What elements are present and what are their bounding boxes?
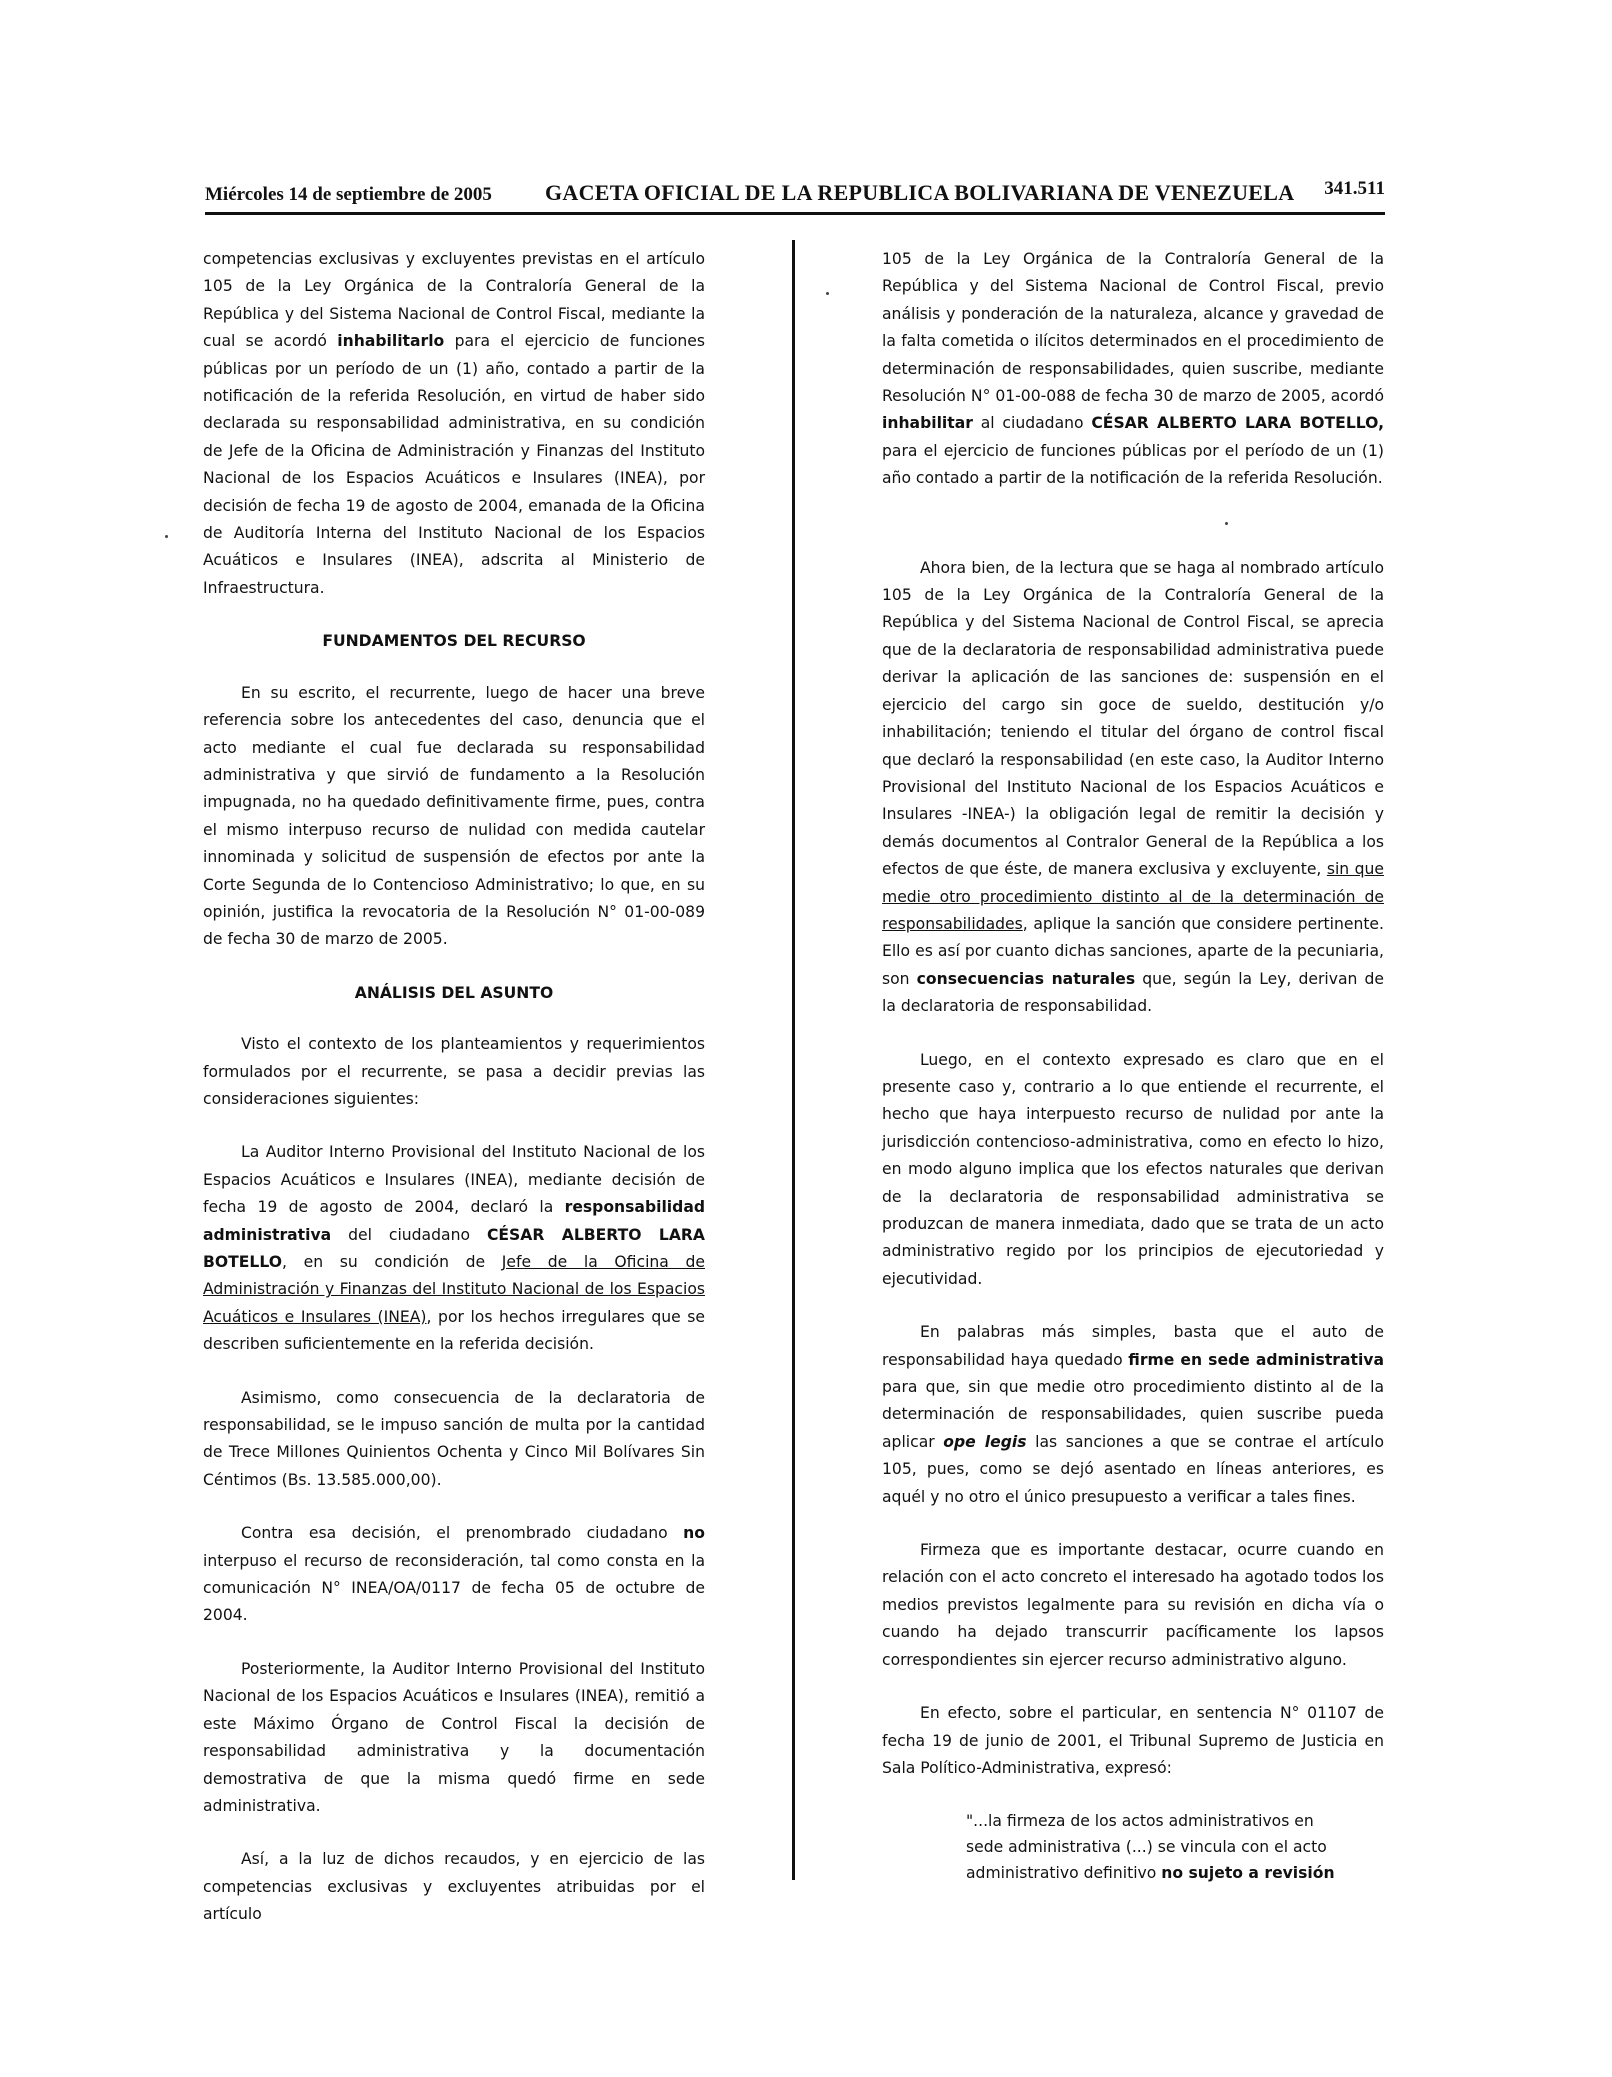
column-divider xyxy=(792,240,795,1880)
quote-bold: no sujeto a revisión xyxy=(1161,1864,1335,1883)
right-p1-bold-a: inhabilitar xyxy=(882,414,973,433)
right-paragraph-6: En efecto, sobre el particular, en sentencia N° 01107 de fecha 19 de junio de 2001, el Tribunal Supremo de Justicia en Sala Político-Administrativa, expresó: xyxy=(882,1704,1384,1777)
right-p1-text-b: al ciudadano xyxy=(972,414,1092,433)
left-p4-text-c: , en su condición de xyxy=(282,1253,502,1271)
left-p1-text-a: competencias exclusivas y excluyentes previstas en el artículo 105 de la Ley Orgánica de la Contraloría General de la República y del Sistema Nacional de Control Fiscal, mediante la cual se acordó xyxy=(203,250,705,351)
page-number: 341.511 xyxy=(1324,178,1385,199)
left-p4-text-a: La Auditor Interno Provisional del Instituto Nacional de los Espacios Acuáticos e Insulares (INEA), mediante decisión de fecha 19 de agosto de 2004, declaró la xyxy=(203,1143,705,1217)
left-p6-bold-a: no xyxy=(683,1524,705,1543)
right-paragraph-4 xyxy=(882,1319,1384,1511)
right-p2-text-c: que, según la Ley, derivan de la declaratoria de responsabilidad. xyxy=(882,969,1384,1016)
gazette-title: GACETA OFICIAL DE LA REPUBLICA BOLIVARIANA DE VENEZUELA xyxy=(545,180,1295,205)
right-p4-text-b: para que, sin que medie otro procedimiento distinto al de la determinación de responsabilidades, quien suscribe pueda aplicar xyxy=(882,1378,1384,1451)
right-p2-text-b: , aplique la sanción que considere pertinente. Ello es así por cuanto dichas sanciones, aparte de la pecuniaria, son xyxy=(882,914,1384,988)
left-p4-bold-b: CÉSAR ALBERTO LARA BOTELLO xyxy=(203,1225,705,1271)
left-p4-text-d: , por los hechos irregulares que se describen suficientemente en la referida decisión. xyxy=(203,1307,706,1354)
left-p6-text-a: Contra esa decisión, el prenombrado ciudadano xyxy=(241,1524,684,1543)
left-p4-text-b: del ciudadano xyxy=(331,1225,487,1244)
scan-speck xyxy=(1225,522,1228,525)
right-paragraph-3: Luego, en el contexto expresado es claro que en el presente caso y, contrario a lo que entiende el recurrente, el hecho que haya interpuesto recurso de nulidad por ante la jurisdicción contencioso-administrativa, como en efecto lo hizo, en modo alguno implica que los efectos naturales que derivan de la declaratoria de responsabilidad administrativa se produzcan de manera inmediata, dado que se trata de un acto administrativo regido por los principios de ejecutoriedad y ejecutividad. xyxy=(882,1050,1384,1288)
left-p1-text-b: para el ejercicio de funciones públicas por un período de un (1) año, contado a partir de la notificación de la referida Resolución, en virtud de haber sido declarada su responsabilidad administrativa, en su condición de Jefe de la Oficina de Administración y Finanzas del Instituto Nacional de los Espacios Acuáticos e Insulares (INEA), por decisión de fecha 19 de agosto de 2004, emanada de la Oficina de Auditoría Interna del Instituto Nacional de los Espacios Acuáticos e Insulares (INEA), adscrita al Ministerio de Infraestructura. xyxy=(203,332,705,597)
left-p1-bold-a: inhabilitarlo xyxy=(337,332,445,351)
right-paragraph-5: Firmeza que es importante destacar, ocurre cuando en relación con el acto concreto el interesado ha agotado todos los medios previstos legalmente para su revisión en dicha vía o cuando ha dejado transcurrir pacíficamente los lapsos correspondientes sin ejercer recurso administrativo alguno. xyxy=(882,1541,1384,1669)
page-header xyxy=(205,176,1385,212)
right-p2-bold-a: consecuencias naturales xyxy=(916,969,1136,988)
right-p4-text-a: En palabras más simples, basta que el auto de responsabilidad haya quedado xyxy=(882,1323,1384,1369)
left-paragraph-1 xyxy=(203,246,705,602)
section-heading-analisis: ANÁLISIS DEL ASUNTO xyxy=(354,983,554,1002)
right-p1-bold-b: CÉSAR ALBERTO LARA BOTELLO, xyxy=(1091,414,1384,433)
right-p4-italic: ope legis xyxy=(943,1432,1027,1451)
header-date: Miércoles 14 de septiembre de 2005 xyxy=(205,184,492,205)
right-paragraph-2 xyxy=(882,555,1384,1021)
court-quote xyxy=(966,1808,1336,1886)
right-p2-text-a: Ahora bien, de la lectura que se haga al nombrado artículo 105 de la Ley Orgánica de la Contraloría General de la República y del Sistema Nacional de Control Fiscal, se aprecia que de la declaratoria de responsabilidad administrativa puede derivar la aplicación de las sanciones de: suspensión en el ejercicio del cargo sin goce de sueldo, destitución y/o inhabilitación; teniendo el titular del órgano de control fiscal que declaró la responsabilidad (en este caso, la Auditor Interno Provisional del Instituto Nacional de los Espacios Acuáticos e Insulares -INEA-) la obligación legal de remitir la decisión y demás documentos al Contralor General de la República a los efectos de que éste, de manera exclusiva y excluyente, xyxy=(882,558,1384,879)
left-paragraph-3: Visto el contexto de los planteamientos y requerimientos formulados por el recurrente, se pasa a decidir previas las consideraciones siguientes: xyxy=(203,1035,705,1108)
right-column xyxy=(882,246,1384,1912)
right-p2-underline: sin que medie otro procedimiento distinto al de la determinación de responsabilidades xyxy=(882,860,1384,933)
left-p4-underline: Jefe de la Oficina de Administración y Finanzas del Instituto Nacional de los Espacios Acuáticos e Insulares (INEA) xyxy=(203,1253,705,1326)
section-heading-fundamentos: FUNDAMENTOS DEL RECURSO xyxy=(322,632,586,651)
right-paragraph-1 xyxy=(882,246,1384,493)
left-paragraph-5: Asimismo, como consecuencia de la declaratoria de responsabilidad, se le impuso sanción de multa por la cantidad de Trece Millones Quinientos Ochenta y Cinco Mil Bolívares Sin Céntimos (Bs. 13.585.000,00). xyxy=(203,1388,705,1489)
right-p4-text-c: las sanciones a que se contrae el artículo 105, pues, como se dejó asentado en líneas anteriores, es aquél y no otro el único presupuesto a verificar a tales fines. xyxy=(882,1432,1384,1506)
scan-speck xyxy=(165,535,168,538)
right-p4-bold-a: firme en sede administrativa xyxy=(1128,1350,1384,1369)
left-p6-text-b: interpuso el recurso de reconsideración, tal como consta en la comunicación N° INEA/OA/0117 de fecha 05 de octubre de 2004. xyxy=(203,1551,705,1625)
right-p1-text-c: para el ejercicio de funciones públicas por el período de un (1) año contado a partir de la notificación de la referida Resolución. xyxy=(882,441,1384,488)
left-paragraph-8: Así, a la luz de dichos recaudos, y en ejercicio de las competencias exclusivas y excluyentes atribuidas por el artículo xyxy=(203,1850,705,1924)
left-paragraph-4 xyxy=(203,1139,705,1358)
left-column xyxy=(203,246,705,1955)
left-paragraph-6 xyxy=(203,1520,705,1630)
left-paragraph-2: En su escrito, el recurrente, luego de hacer una breve referencia sobre los antecedentes del caso, denuncia que el acto mediante el cual fue declarada su responsabilidad administrativa y que sirvió de fundamento a la Resolución impugnada, no ha quedado definitivamente firme, pues, contra el mismo interpuso recurso de nulidad con medida cautelar innominada y solicitud de suspensión de efectos por ante la Corte Segunda de lo Contencioso Administrativo; lo que, en su opinión, justifica la revocatoria de la Resolución N° 01-00-089 de fecha 30 de marzo de 2005. xyxy=(203,683,705,949)
left-p4-bold-a: responsabilidad administrativa xyxy=(203,1198,705,1244)
right-p1-text-a: 105 de la Ley Orgánica de la Contraloría General de la República y del Sistema Nacional de Control Fiscal, previo análisis y ponderación de la naturaleza, alcance y gravedad de la falta cometida o ilícitos determinados en el procedimiento de determinación de responsabilidades, quien suscribe, mediante Resolución N° 01-00-088 de fecha 30 de marzo de 2005, acordó xyxy=(882,250,1384,406)
scan-speck xyxy=(826,292,829,295)
left-paragraph-7: Posteriormente, la Auditor Interno Provisional del Instituto Nacional de los Espacios Acuáticos e Insulares (INEA), remitió a este Máximo Órgano de Control Fiscal la decisión de responsabilidad administrativa y la documentación demostrativa de que la misma quedó firme en sede administrativa. xyxy=(203,1659,705,1815)
header-rule xyxy=(205,212,1385,215)
quote-text: "...la firmeza de los actos administrativos en sede administrativa (...) se vincula con el acto administrativo definitivo xyxy=(966,1812,1327,1883)
